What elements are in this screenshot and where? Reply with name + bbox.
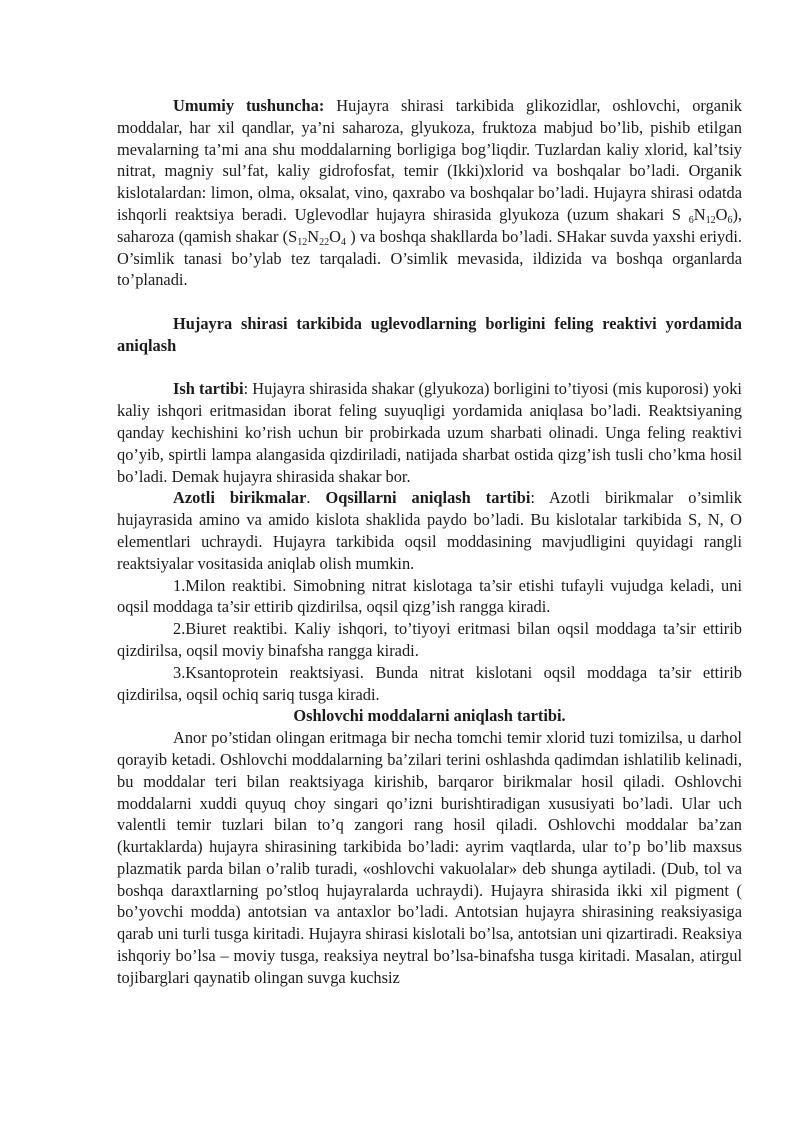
spacer [117, 291, 742, 313]
procedure-paragraph: Ish tartibi: Hujayra shirasida shakar (glyukoza) borligini to’tiyosi (mis kuporosi) yoki kaliy ishqori eritmasidan iborat feling suyuqligi yordamida aniqlasa bo’ladi. Reaktsiyaning qanday kechishini ko’rish uchun bir probirkada uzum sharbati olinadi. Unga feling reaktivi qo’yib, spirtli lampa alangasida qizdiriladi, natijada sharbat ostida qizg’ish tusli cho’kma hosil bo’ladi. Demak hujayra shirasida shakar bor. [117, 379, 742, 486]
intro-lead: Umumiy tushuncha: [173, 96, 325, 115]
tannins-paragraph: Anor po’stidan olingan eritmaga bir necha tomchi temir xlorid tuzi tomizilsa, u darhol qorayib ketadi. Oshlovchi moddalarning ba’zilari terini oshlashda qadimdan ishlatilib kelinadi, bu moddalar teri bilan reaktsiyaga kirishib, barqaror birikmalar hosil qiladi. Oshlovchi moddalarni xuddi quyuq choy singari qo’izni burishtiradigan xususiyati bo’ladi. Ular uch valentli temir tuzlari bilan to’q zangori rang hosil qiladi. Oshlovchi moddalar ba’zan (kurtaklarda) hujayra shirasining tarkibida bo’ladi: ayrim vaqtlarda, ular to’p bo’lib maxsus plazmatik parda bilan o’ralib turadi, «oshlovchi vakuolalar» deb shunga aytiladi. (Dub, tol va boshqa daraxtlarning po’stloq hujayralarda uchraydi). Hujayra shirasida ikki xil pigment ( bo’yovchi modda) antotsian va antaxlor bo’ladi. Antotsian hujayra shirasining reaksiyasiga qarab uni turli tusga kiritadi. Hujayra shirasi kislotali bo’lsa, antotsian uni qizartiradi. Reaksiya ishqoriy bo’lsa – moviy tusga, reaksiya neytral bo’lsa-binafsha tusga kiritadi. Masalan, atirgul tojibarglari qaynatib olingan suvga kuchsiz [117, 728, 742, 987]
spacer [117, 357, 742, 379]
document-page [117, 95, 742, 989]
procedure-lead: Ish tartibi [173, 379, 244, 399]
intro-paragraph: Umumiy tushuncha: Hujayra shirasi tarkibida glikozidlar, oshlovchi, organik moddalar, har xil qandlar, ya’ni saharoza, glyukoza, fruktoza mabjud bo’lib, pishib etilgan mevalarning ta’mi ana shu moddalarning borligiga bog’liqdir. Tuzlardan kaliy xlorid, kal’tsiy nitrat, magniy sul’fat, kaliy gidrofosfat, temir (Ikki)xlorid va boshqalar bo’ladi. Organik kislotalardan: limon, olma, oksalat, vino, qaxrabo va boshqalar bo’ladi. Hujayra shirasi odatda ishqorli reaktsiya beradi. Uglevodlar hujayra shirasida glyukoza (uzum shakari S $_6N_{12}O_6$), saharoza (qamish shakar ($S_{12}N_{22}O_4$ ) va boshqa shakllarda bo’ladi. SHakar suvda yaxshi eriydi. O’simlik tanasi bo’ylab tez tarqaladi. O’simlik mevasida, ildizida va boshqa organlarda to’planadi. [117, 96, 743, 290]
list-item: 3.Ksantoprotein reaktsiyasi. Bunda nitrat kislotani oqsil moddaga ta’sir ettirib qizdirilsa, oqsil ochiq sariq tusga kiradi. [117, 662, 742, 704]
nitrogen-paragraph: Azotli birikmalar. Oqsillarni aniqlash tartibi: Azotli birikmalar o’simlik hujayrasida amino va amido kislota shaklida paydo bo’ladi. Bu kislotalar tarkibida S, N, O elementlari uchraydi. Hujayra tarkibida oqsil moddasining mavjudligini quyidagi rangli reaktsiyalar vositasida aniqlab olish mumkin. [117, 488, 742, 573]
list-item: 2.Biuret reaktibi. Kaliy ishqori, to’tiyoyi eritmasi bilan oqsil moddaga ta’sir ettirib qizdirilsa, oqsil moviy binafsha rangga kiradi. [117, 619, 742, 660]
section-heading: Hujayra shirasi tarkibida uglevodlarning borligini feling reaktivi yordamida aniqlash [117, 313, 742, 355]
list-item: 1.Milon reaktibi. Simobning nitrat kislotaga ta’sir etishi tufayli vujudga keladi, uni oqsil moddaga ta’sir ettirib qizdirilsa, oqsil qizg’ish rangga kiradi. [117, 575, 742, 617]
section-heading-tannins: Oshlovchi moddalarni aniqlash tartibi. [293, 706, 566, 726]
